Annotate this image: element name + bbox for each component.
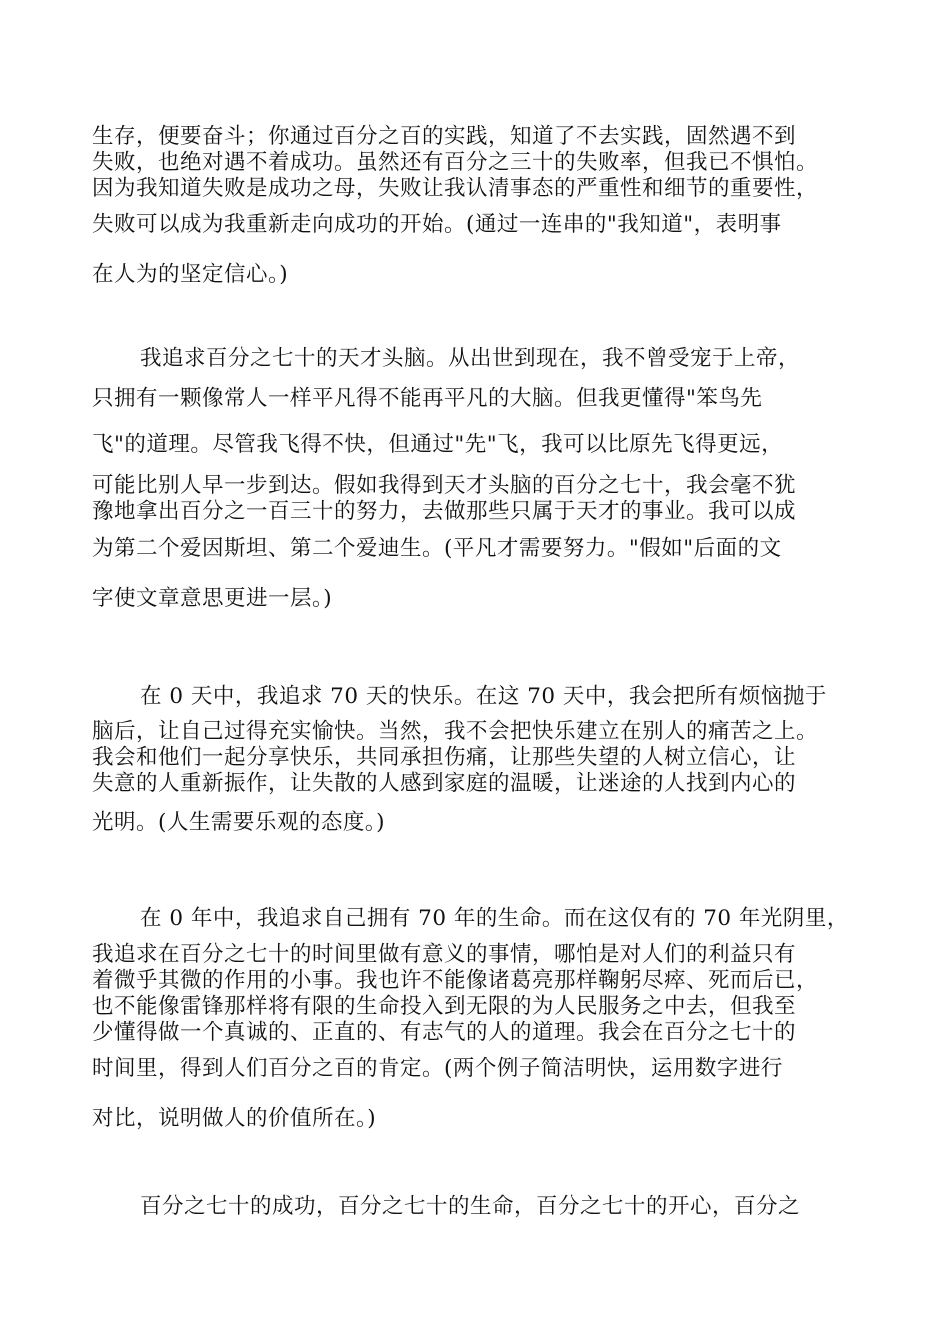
text-line: 只拥有一颗像常人一样平凡得不能再平凡的大脑。但我更懂得"笨鸟先 bbox=[92, 386, 763, 411]
paragraph-first-line: 我追求百分之七十的天才头脑。从出世到现在，我不曾受宠于上帝， bbox=[140, 346, 801, 371]
text-line: 可能比别人早一步到达。假如我得到天才头脑的百分之七十，我会毫不犹 bbox=[92, 473, 797, 498]
paragraph-first-line: 在 0 年中，我追求自己拥有 70 年的生命。而在这仅有的 70 年光阴里， bbox=[140, 906, 849, 931]
text-line: 光明。(人生需要乐观的态度。) bbox=[92, 810, 386, 835]
text-line: 字使文章意思更进一层。) bbox=[92, 586, 333, 611]
text-line: 生存，便要奋斗；你通过百分之百的实践，知道了不去实践，固然遇不到 bbox=[92, 124, 797, 149]
text-line: 豫地拿出百分之一百三十的努力，去做那些只属于天才的事业。我可以成 bbox=[92, 499, 797, 524]
text-line: 脑后，让自己过得充实愉快。当然，我不会把快乐建立在别人的痛苦之上。 bbox=[92, 719, 819, 744]
text-line: 失意的人重新振作，让失散的人感到家庭的温暖，让迷途的人找到内心的 bbox=[92, 771, 797, 796]
text-line: 少懂得做一个真诚的、正直的、有志气的人的道理。我会在百分之七十的 bbox=[92, 1020, 797, 1045]
text-line: 飞"的道理。尽管我飞得不快，但通过"先"飞，我可以比原先飞得更远， bbox=[92, 432, 784, 457]
text-line: 也不能像雷锋那样将有限的生命投入到无限的为人民服务之中去，但我至 bbox=[92, 994, 797, 1019]
text-line: 着微乎其微的作用的小事。我也许不能像诸葛亮那样鞠躬尽瘁、死而后已， bbox=[92, 968, 819, 993]
text-line: 失败，也绝对遇不着成功。虽然还有百分之三十的失败率，但我已不惧怕。 bbox=[92, 150, 819, 175]
text-line: 为第二个爱因斯坦、第二个爱迪生。(平凡才需要努力。"假如"后面的文 bbox=[92, 536, 782, 561]
text-line: 失败可以成为我重新走向成功的开始。(通过一连串的"我知道"，表明事 bbox=[92, 212, 782, 237]
text-line: 在人为的坚定信心。) bbox=[92, 262, 289, 287]
paragraph-first-line: 在 0 天中，我追求 70 天的快乐。在这 70 天中，我会把所有烦恼抛于 bbox=[140, 684, 827, 709]
text-line: 时间里，得到人们百分之百的肯定。(两个例子简洁明快，运用数字进行 bbox=[92, 1056, 783, 1081]
text-line: 对比，说明做人的价值所在。) bbox=[92, 1106, 377, 1131]
paragraph-first-line: 百分之七十的成功，百分之七十的生命，百分之七十的开心，百分之 bbox=[140, 1194, 801, 1219]
text-line: 我会和他们一起分享快乐，共同承担伤痛，让那些失望的人树立信心，让 bbox=[92, 745, 797, 770]
text-line: 我追求在百分之七十的时间里做有意义的事情，哪怕是对人们的利益只有 bbox=[92, 942, 797, 967]
text-line: 因为我知道失败是成功之母，失败让我认清事态的严重性和细节的重要性， bbox=[92, 176, 819, 201]
